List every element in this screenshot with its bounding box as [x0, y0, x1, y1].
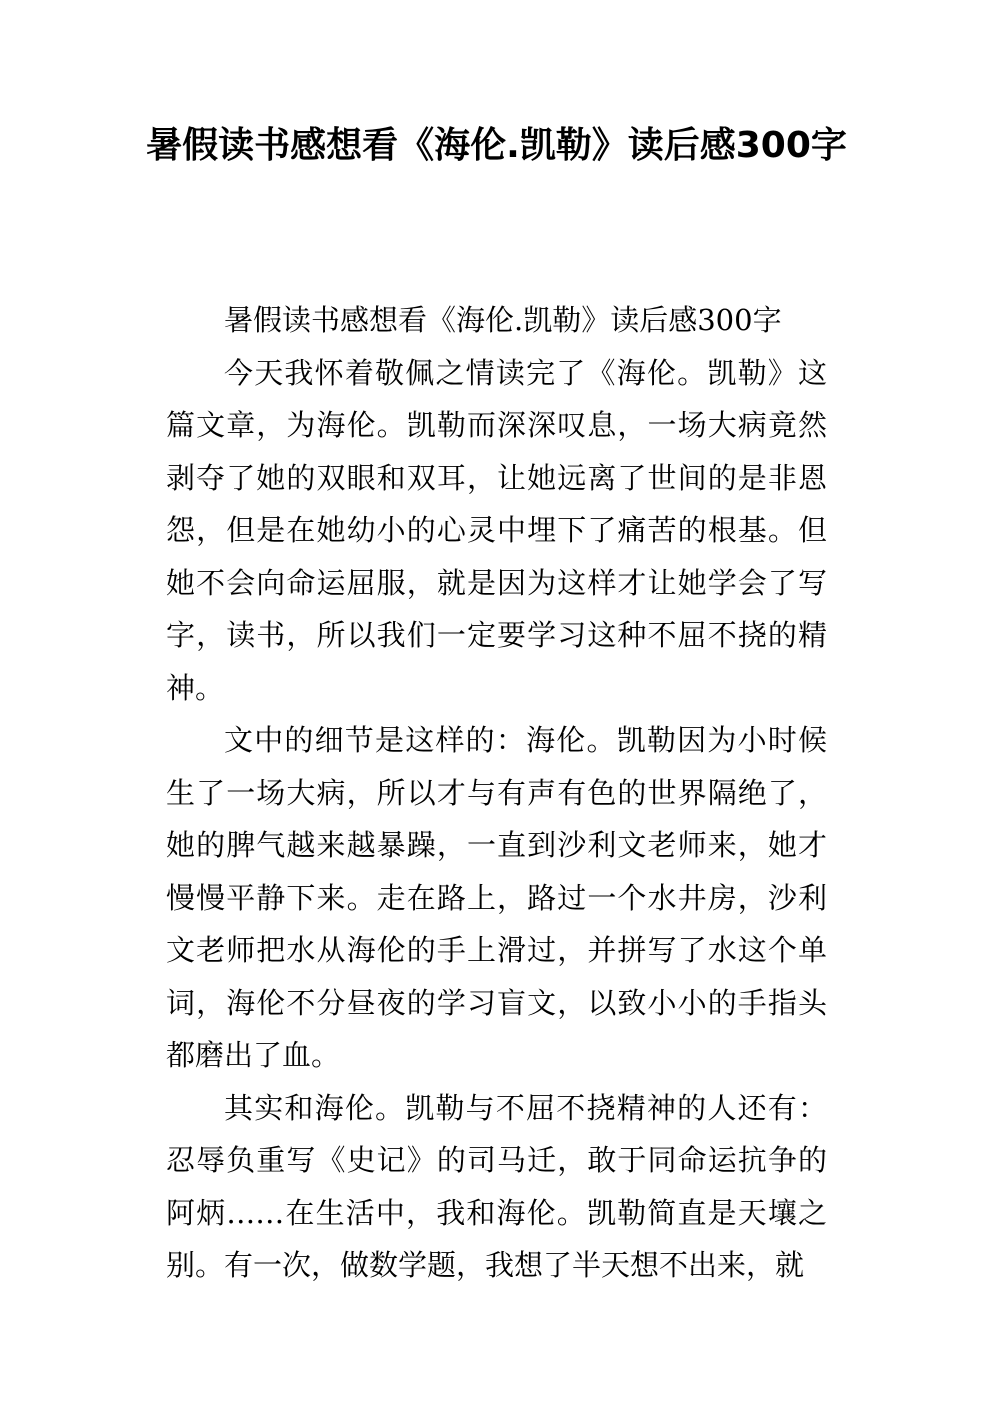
paragraph-3: 其实和海伦。凯勒与不屈不挠精神的人还有：忍辱负重写《史记》的司马迁，敢于同命运抗争的阿炳……在生活中，我和海伦。凯勒简直是天壤之别。有一次，做数学题，我想了半天想不出来，就	[166, 1090, 827, 1282]
document-title: 暑假读书感想看《海伦.凯勒》读后感300字	[146, 125, 847, 166]
document-body	[166, 294, 827, 1292]
paragraph-1: 今天我怀着敬佩之情读完了《海伦。凯勒》这篇文章，为海伦。凯勒而深深叹息，一场大病竟然剥夺了她的双眼和双耳，让她远离了世间的是非恩怨，但是在她幼小的心灵中埋下了痛苦的根基。但她不会向命运屈服，就是因为这样才让她学会了写字，读书，所以我们一定要学习这种不屈不挠的精神。	[166, 355, 827, 705]
paragraph-subtitle: 暑假读书感想看《海伦.凯勒》读后感300字	[224, 303, 782, 337]
paragraph-2: 文中的细节是这样的：海伦。凯勒因为小时候生了一场大病，所以才与有声有色的世界隔绝了，她的脾气越来越暴躁，一直到沙利文老师来，她才慢慢平静下来。走在路上，路过一个水井房，沙利文老师把水从海伦的手上滑过，并拼写了水这个单词，海伦不分昼夜的学习盲文，以致小小的手指头都磨出了血。	[166, 723, 827, 1072]
